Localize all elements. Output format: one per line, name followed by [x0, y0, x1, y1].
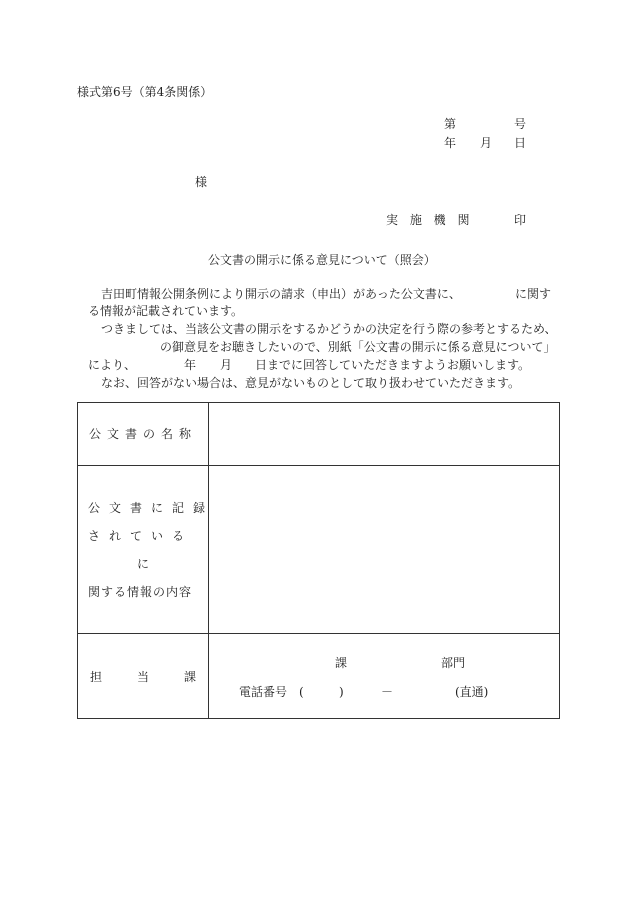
body-line-1b: に関す: [515, 287, 552, 301]
body-line-4: の御意見をお聴きしたいので、別紙「公文書の開示に係る意見について」: [160, 340, 556, 354]
label-recorded-info-line2: されている: [88, 528, 194, 543]
document-title: 公文書の開示に係る意見について（照会）: [208, 253, 436, 267]
phone-paren-open: (: [299, 685, 304, 699]
body-line-5a: により、: [88, 358, 137, 372]
body-line-5d: 日までに回答していただきますようお願いします。: [255, 358, 531, 372]
ka-label: 課: [335, 656, 348, 670]
sender-org: 実 施 機 関: [386, 213, 474, 227]
phone-label: 電話番号: [239, 685, 288, 699]
sender-seal: 印: [514, 213, 527, 227]
date-day: 日: [514, 136, 527, 150]
label-document-name: 公文書の名称: [78, 403, 209, 466]
body-line-3: つきましては、当該公文書の開示をするかどうかの決定を行う際の参考とするため、: [101, 322, 557, 336]
phone-paren-close: ): [339, 685, 344, 699]
value-department[interactable]: [209, 634, 560, 719]
addressee-suffix: 様: [195, 175, 208, 189]
info-table: [77, 402, 560, 719]
body-line-5c: 月: [220, 358, 233, 372]
row-recorded-info: [78, 466, 560, 634]
body-line-1a: 吉田町情報公開条例により開示の請求（申出）があった公文書に、: [101, 287, 461, 301]
label-recorded-info-line3: に: [136, 556, 149, 571]
body-line-6: なお、回答がない場合は、意見がないものとして取り扱わせていただきます。: [101, 376, 521, 390]
body-line-5b: 年: [184, 358, 197, 372]
label-department-c: 課: [183, 669, 196, 684]
date-month: 月: [480, 136, 493, 150]
date-year: 年: [444, 136, 457, 150]
label-recorded-info-line1: 公文書に記録: [88, 500, 215, 515]
row-document-name: [78, 403, 560, 466]
label-recorded-info: [78, 466, 215, 634]
label-recorded-info-line4: 関する情報の内容: [88, 584, 193, 599]
ref-go: 号: [514, 117, 527, 131]
phone-dash: －: [381, 685, 394, 699]
label-department: [78, 634, 209, 719]
label-department-b: 当: [136, 669, 149, 684]
form-number: 様式第6号（第4条関係）: [77, 85, 213, 99]
row-department: [78, 634, 560, 719]
body-line-2: る情報が記載されています。: [88, 304, 244, 318]
value-document-name[interactable]: [209, 403, 560, 466]
bumon-label: 部門: [441, 656, 466, 670]
value-recorded-info[interactable]: [209, 466, 560, 634]
label-department-a: 担: [90, 669, 103, 684]
phone-direct: (直通): [455, 685, 489, 699]
ref-dai: 第: [444, 117, 457, 131]
